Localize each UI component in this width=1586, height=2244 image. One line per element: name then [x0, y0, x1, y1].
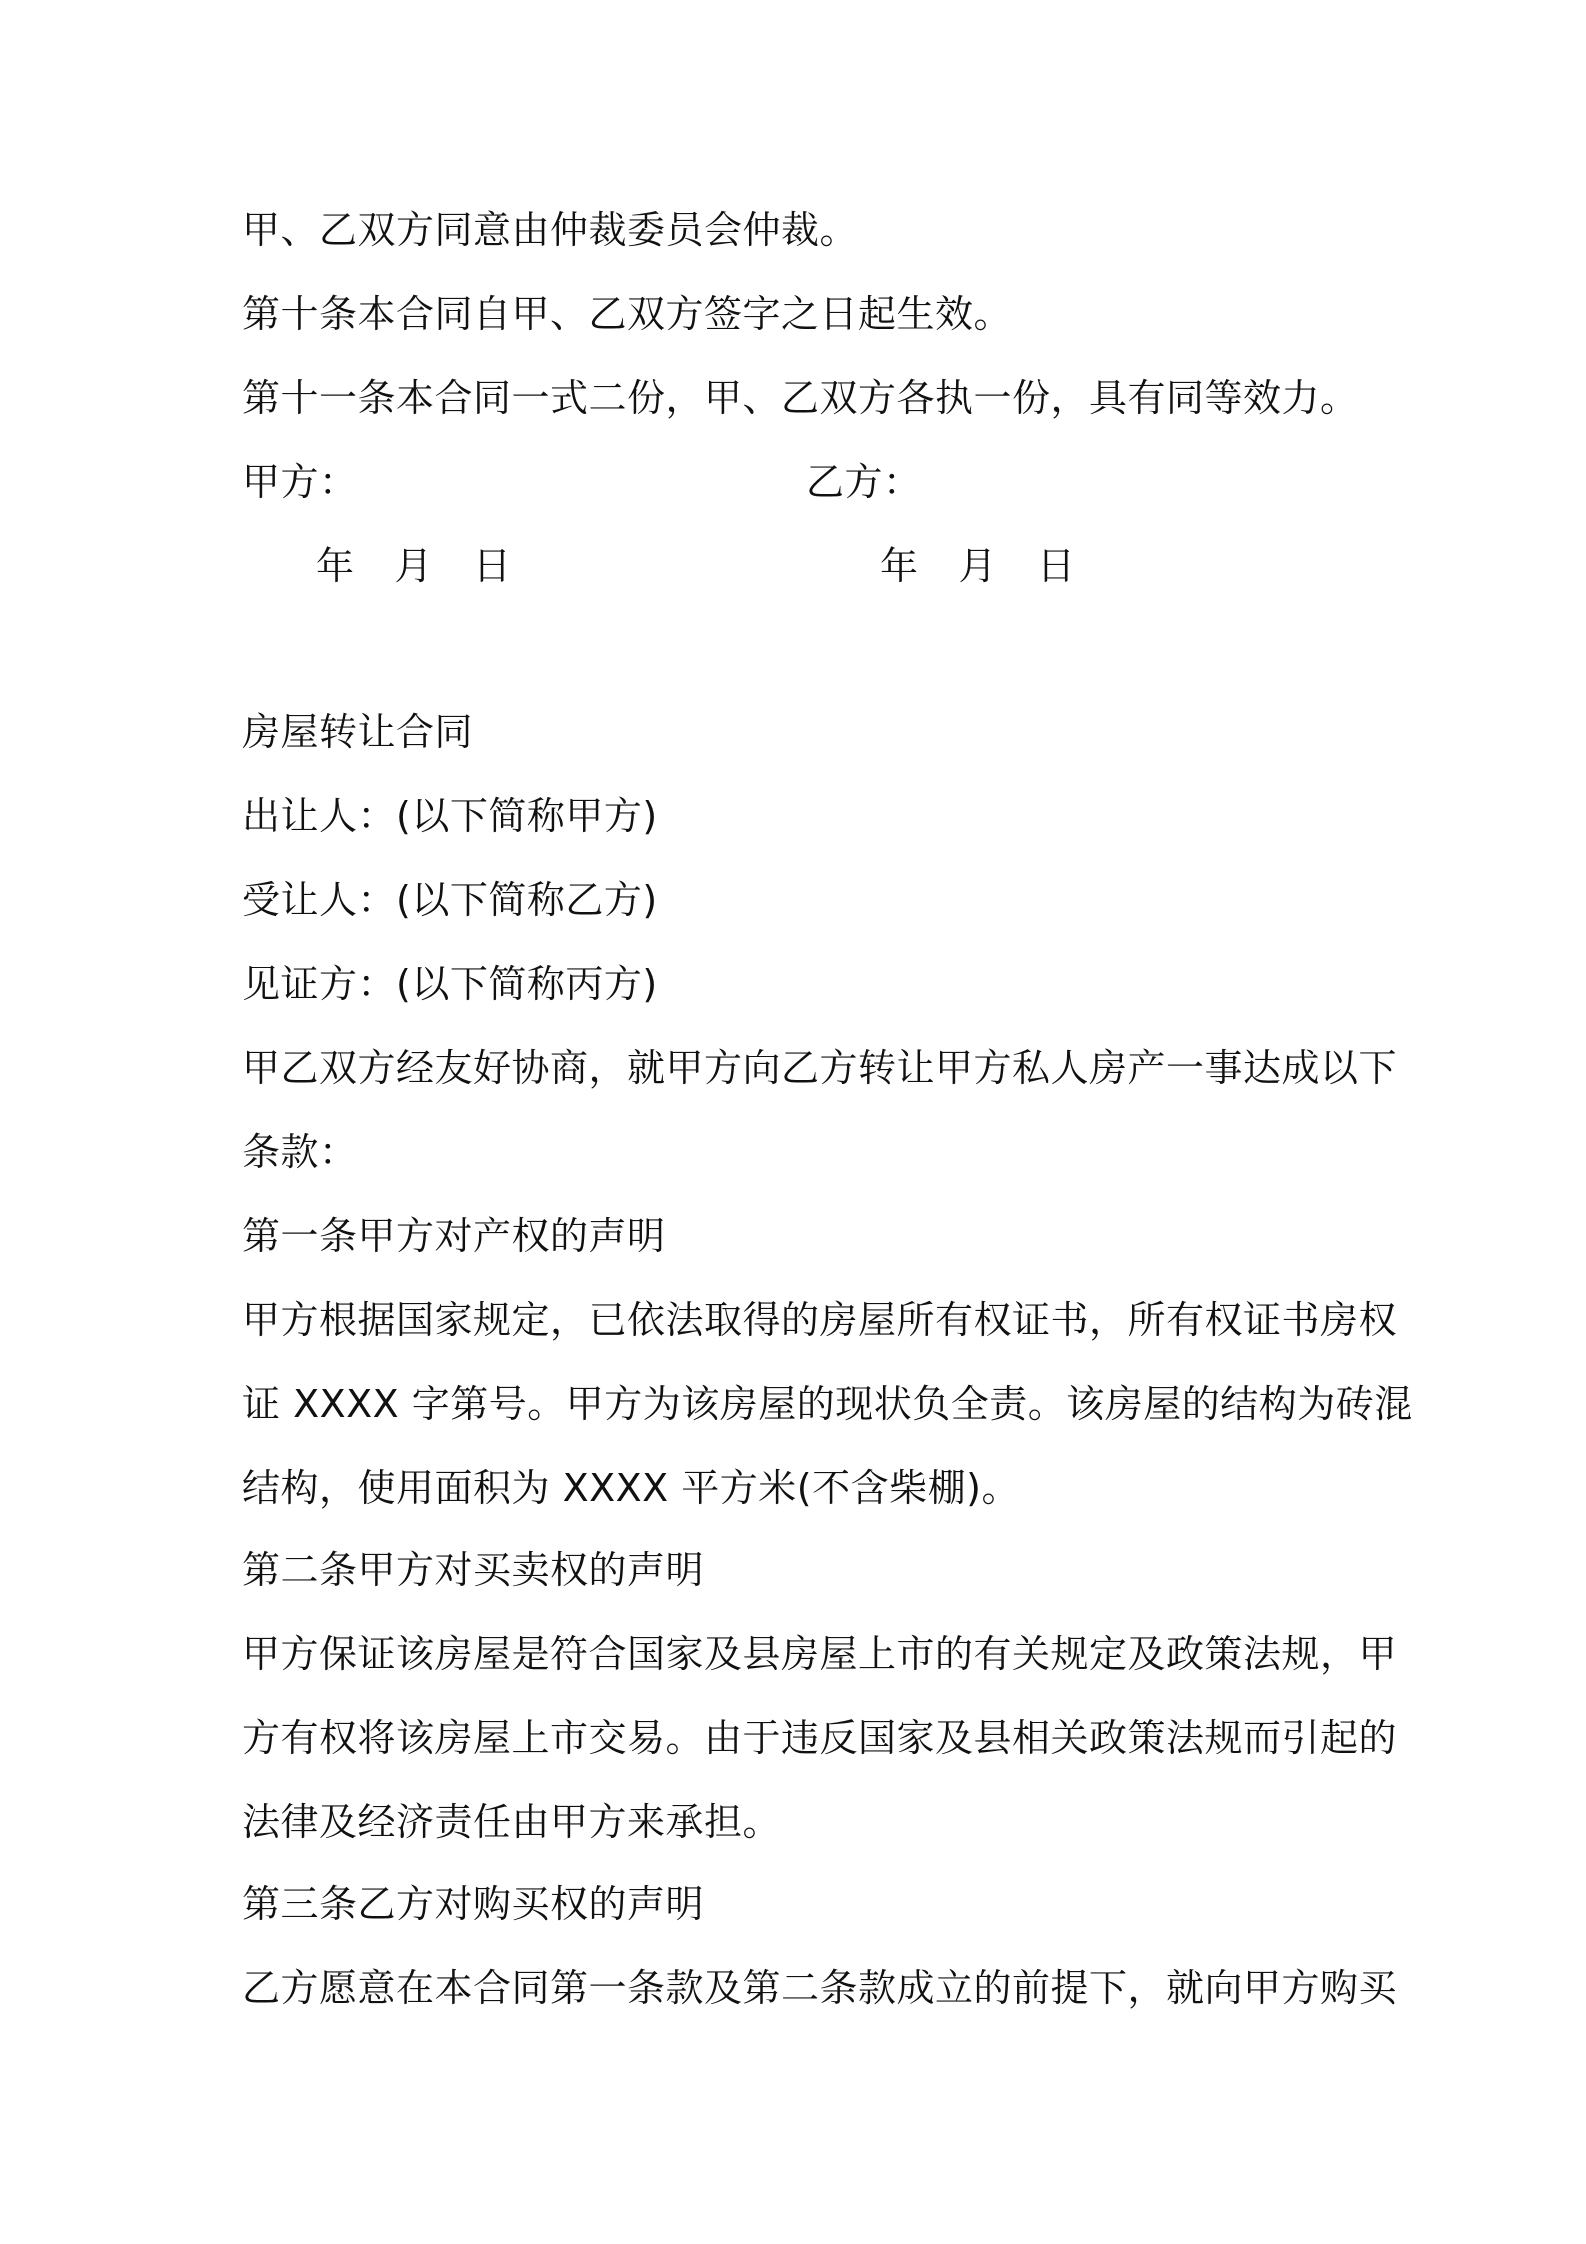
party-a-date	[316, 542, 512, 590]
article-2-line-1: 甲方保证该房屋是符合国家及县房屋上市的有关规定及政策法规，甲	[242, 1632, 1398, 1676]
party-b-signature-label: 乙方：	[806, 460, 922, 504]
contract-title: 房屋转让合同	[242, 710, 474, 754]
arbitration-clause-line: 甲、乙双方同意由仲裁委员会仲裁。	[242, 208, 859, 252]
article-11-line: 第十一条本合同一式二份，甲、乙双方各执一份，具有同等效力。	[242, 376, 1359, 420]
article-3-title: 第三条乙方对购买权的声明	[242, 1882, 705, 1926]
date-day-label: 日	[473, 544, 512, 588]
intro-paragraph-line-1: 甲乙双方经友好协商，就甲方向乙方转让甲方私人房产一事达成以下	[242, 1046, 1398, 1090]
article-1-line-2: 证 XXXX 字第号。甲方为该房屋的现状负全责。该房屋的结构为砖混	[242, 1382, 1413, 1426]
transferor-line: 出让人：(以下简称甲方)	[242, 794, 658, 838]
intro-paragraph-line-2: 条款：	[242, 1130, 358, 1174]
date-year-label: 年	[880, 544, 919, 588]
article-10-line: 第十条本合同自甲、乙双方签字之日起生效。	[242, 292, 1013, 336]
date-day-label: 日	[1037, 544, 1076, 588]
article-1-title: 第一条甲方对产权的声明	[242, 1214, 666, 1258]
article-2-line-3: 法律及经济责任由甲方来承担。	[242, 1800, 782, 1844]
witness-line: 见证方：(以下简称丙方)	[242, 962, 658, 1006]
date-month-label: 月	[394, 544, 434, 588]
article-1-line-3: 结构，使用面积为 XXXX 平方米(不含柴棚)。	[242, 1466, 1020, 1510]
article-1-line-1: 甲方根据国家规定，已依法取得的房屋所有权证书，所有权证书房权	[242, 1298, 1398, 1342]
party-b-date	[880, 542, 1076, 590]
transferee-line: 受让人：(以下简称乙方)	[242, 878, 658, 922]
article-2-title: 第二条甲方对买卖权的声明	[242, 1548, 705, 1592]
party-a-signature-label: 甲方：	[242, 460, 358, 504]
date-year-label: 年	[316, 544, 355, 588]
article-2-line-2: 方有权将该房屋上市交易。由于违反国家及县相关政策法规而引起的	[242, 1716, 1398, 1760]
article-3-line-1: 乙方愿意在本合同第一条款及第二条款成立的前提下，就向甲方购买	[242, 1966, 1398, 2010]
date-month-label: 月	[958, 544, 998, 588]
